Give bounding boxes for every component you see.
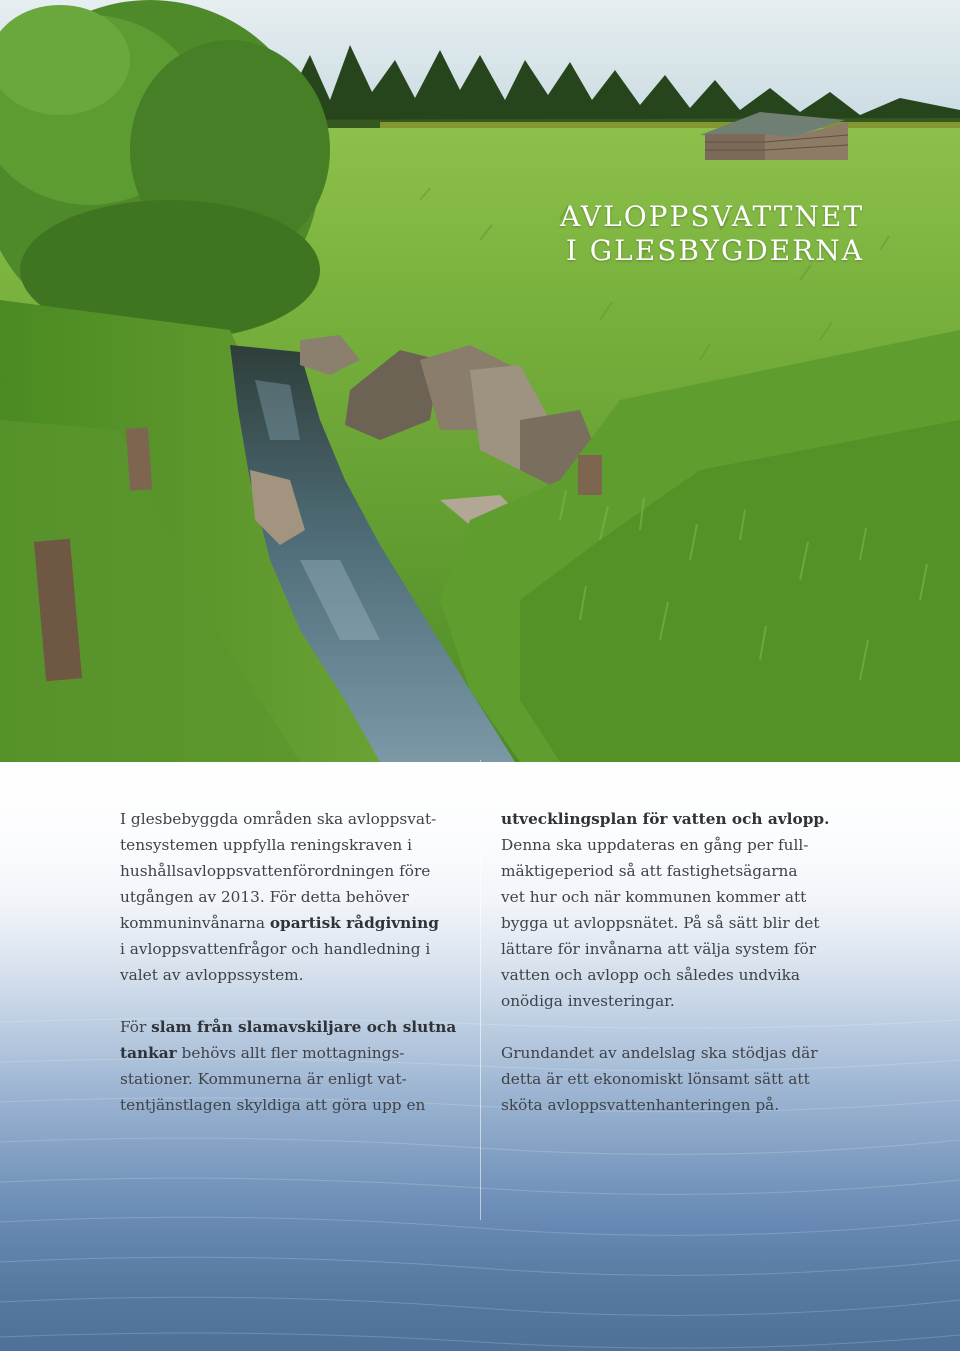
text-column-left bbox=[120, 806, 490, 1118]
text-line: valet av avloppssystem. bbox=[120, 966, 304, 984]
text-line: hushållsavloppsvattenförordningen före bbox=[120, 862, 431, 880]
text-line: utgången av 2013. För detta behöver bbox=[120, 888, 409, 906]
paragraph-gap bbox=[501, 1014, 871, 1040]
emphasis-text: utvecklingsplan för vatten och avlopp. bbox=[501, 810, 830, 828]
text-line: Denna ska uppdateras en gång per full- bbox=[501, 836, 809, 854]
text-line: sköta avloppsvattenhanteringen på. bbox=[501, 1096, 780, 1114]
emphasis-text: tankar bbox=[120, 1044, 177, 1062]
text-line bbox=[501, 806, 871, 832]
text-line: I glesbebyggda områden ska avloppsvat- bbox=[120, 810, 437, 828]
text-line: stationer. Kommunerna är enligt vat- bbox=[120, 1070, 407, 1088]
text-line bbox=[120, 1014, 490, 1040]
text-line: bygga ut avloppsnätet. På så sätt blir det bbox=[501, 914, 820, 932]
emphasis-text: slam från slamavskiljare och slutna bbox=[151, 1018, 457, 1036]
emphasis-text: opartisk rådgivning bbox=[269, 914, 439, 932]
text-line bbox=[120, 1040, 490, 1066]
text-line bbox=[120, 910, 490, 936]
text-run: kommuninvånarna bbox=[120, 914, 270, 932]
paragraph-gap bbox=[120, 988, 490, 1014]
text-column-right bbox=[501, 806, 871, 1118]
text-run: behövs allt fler mottagnings- bbox=[176, 1044, 405, 1062]
text-line: detta är ett ekonomiskt lönsamt sätt att bbox=[501, 1070, 810, 1088]
headline-line-2: I GLESBYGDERNA bbox=[565, 234, 864, 268]
headline-line-1: AVLOPPSVATTNET bbox=[560, 200, 864, 233]
text-line: vet hur och när kommunen kommer att bbox=[501, 888, 807, 906]
page-headline bbox=[560, 200, 864, 268]
text-line: i avloppsvattenfrågor och handledning i bbox=[120, 940, 431, 958]
text-line: Grundandet av andelslag ska stödjas där bbox=[501, 1044, 818, 1062]
text-run: För bbox=[120, 1018, 152, 1036]
text-line: lättare för invånarna att välja system för bbox=[501, 940, 817, 958]
text-line: tentjänstlagen skyldiga att göra upp en bbox=[120, 1096, 426, 1114]
text-line: mäktigeperiod så att fastighetsägarna bbox=[501, 862, 798, 880]
text-line: onödiga investeringar. bbox=[501, 992, 675, 1010]
column-divider bbox=[480, 760, 481, 1220]
text-line: vatten och avlopp och således undvika bbox=[501, 966, 801, 984]
text-line: tensystemen uppfylla reningskraven i bbox=[120, 836, 412, 854]
